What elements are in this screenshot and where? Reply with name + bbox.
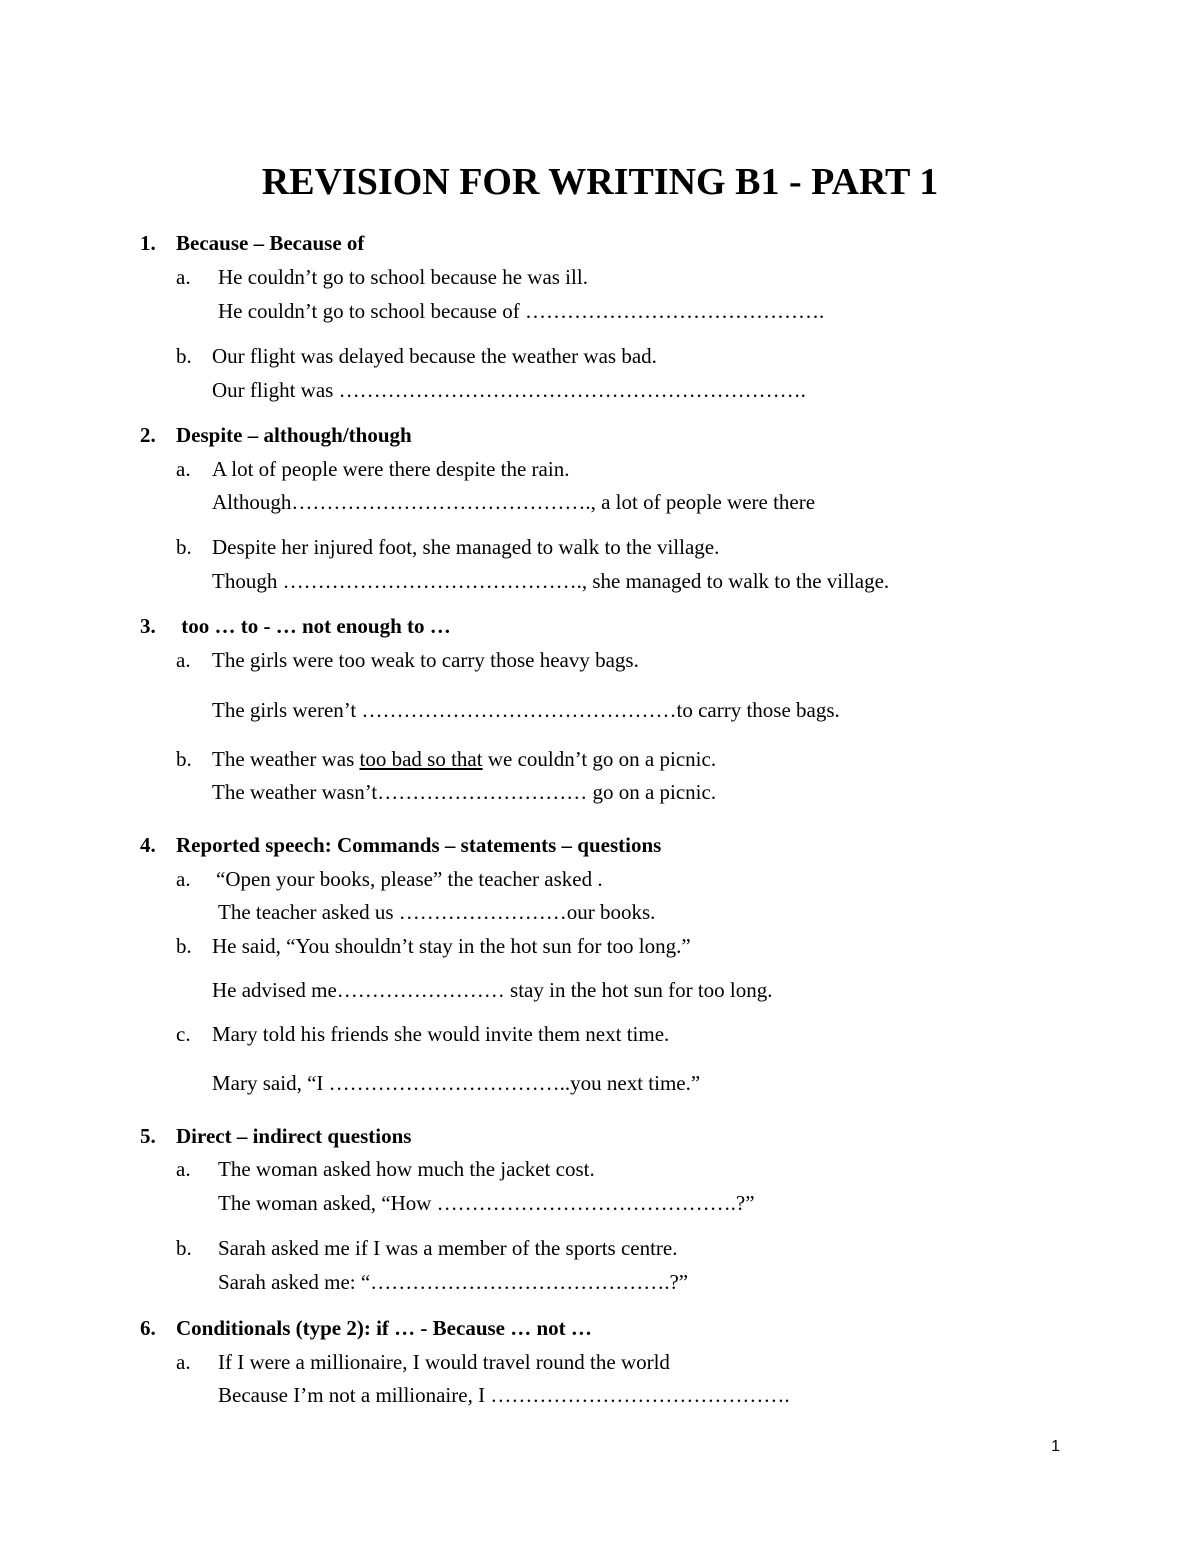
item-rewrite: Because I’m not a millionaire, I ……………………………………. bbox=[218, 1383, 790, 1407]
section-heading: 2. Despite – although/though bbox=[140, 423, 412, 447]
section-heading: 5. Direct – indirect questions bbox=[140, 1124, 412, 1148]
page-number: 1 bbox=[1051, 1438, 1060, 1455]
item-letter: b. bbox=[176, 344, 192, 368]
item-sentence: A lot of people were there despite the rain. bbox=[212, 457, 570, 481]
item-sentence: If I were a millionaire, I would travel round the world bbox=[218, 1350, 670, 1374]
item-rewrite: He couldn’t go to school because of ……………………………………. bbox=[218, 299, 825, 323]
item-rewrite: The girls weren’t ………………………………………to carry those bags. bbox=[212, 698, 840, 722]
item-sentence: The girls were too weak to carry those heavy bags. bbox=[212, 648, 639, 672]
item-sentence: Our flight was delayed because the weather was bad. bbox=[212, 344, 657, 368]
item-rewrite: The weather wasn’t………………………… go on a picnic. bbox=[212, 780, 717, 804]
item-letter: a. bbox=[176, 1157, 191, 1181]
item-sentence: The weather was too bad so that we couldn’t go on a picnic. bbox=[212, 747, 717, 771]
item-rewrite: Sarah asked me: “…………………………………….?” bbox=[218, 1270, 689, 1294]
item-rewrite: Mary said, “I ……………………………..you next time.” bbox=[212, 1071, 701, 1095]
item-letter: a. bbox=[176, 867, 191, 891]
item-rewrite: Our flight was …………………………………………………………. bbox=[212, 378, 806, 402]
page-title: REVISION FOR WRITING B1 - PART 1 bbox=[261, 161, 939, 203]
item-letter: a. bbox=[176, 457, 191, 481]
section-heading: 4. Reported speech: Commands – statements – questions bbox=[140, 833, 662, 857]
item-letter: b. bbox=[176, 535, 192, 559]
item-rewrite: The teacher asked us ……………………our books. bbox=[218, 900, 656, 924]
item-letter: b. bbox=[176, 934, 192, 958]
item-rewrite: The woman asked, “How …………………………………….?” bbox=[218, 1191, 755, 1215]
item-sentence: Despite her injured foot, she managed to walk to the village. bbox=[212, 535, 720, 559]
item-letter: a. bbox=[176, 1350, 191, 1374]
item-sentence: Sarah asked me if I was a member of the sports centre. bbox=[218, 1236, 678, 1260]
item-letter: c. bbox=[176, 1022, 191, 1046]
item-sentence: Mary told his friends she would invite them next time. bbox=[212, 1022, 670, 1046]
item-rewrite: He advised me…………………… stay in the hot sun for too long. bbox=[212, 978, 773, 1002]
item-letter: a. bbox=[176, 265, 191, 289]
item-sentence: He couldn’t go to school because he was ill. bbox=[218, 265, 588, 289]
item-letter: b. bbox=[176, 1236, 192, 1260]
section-heading: 6. Conditionals (type 2): if … - Because … not … bbox=[140, 1316, 592, 1340]
item-sentence: The woman asked how much the jacket cost. bbox=[218, 1157, 595, 1181]
item-letter: b. bbox=[176, 747, 192, 771]
underlined-phrase: too bad so that bbox=[359, 747, 483, 771]
item-rewrite: Though ……………………………………., she managed to walk to the village. bbox=[212, 569, 890, 593]
item-sentence: He said, “You shouldn’t stay in the hot sun for too long.” bbox=[212, 934, 691, 958]
item-letter: a. bbox=[176, 648, 191, 672]
item-rewrite: Although……………………………………., a lot of people were there bbox=[212, 490, 816, 514]
section-heading: 3. too … to - … not enough to … bbox=[140, 614, 451, 638]
item-sentence: “Open your books, please” the teacher asked . bbox=[216, 867, 603, 891]
section-heading: 1. Because – Because of bbox=[140, 231, 365, 255]
